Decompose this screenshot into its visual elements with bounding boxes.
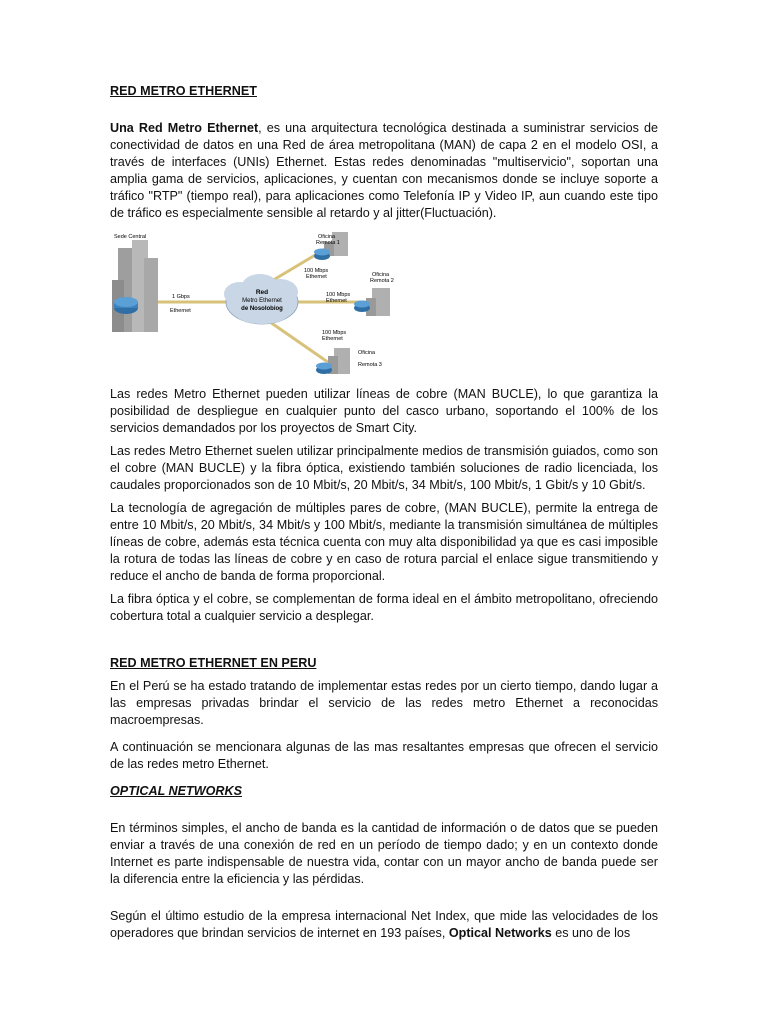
net-index-bold: Optical Networks — [448, 926, 552, 940]
remote3-link-line — [270, 322, 332, 365]
cloud-label-3: de Nosolobiog — [241, 306, 283, 312]
intro-paragraph — [110, 120, 658, 222]
link2-type: Ethernet — [326, 298, 347, 304]
remote1-label-2: Remota 1 — [316, 240, 340, 246]
remote2-router-icon — [354, 301, 370, 313]
cloud-label-1: Red — [255, 289, 269, 296]
link2-speed: 100 Mbps — [326, 292, 351, 298]
remote1-label-1: Oficina — [318, 234, 336, 240]
paragraph-transmission-media: Las redes Metro Ethernet suelen utilizar principalmente medios de transmisión guiados, como son el cobre (MAN BUCLE) y la fibra óptica, existiendo también soluciones de radio licenciada, los caudales proporcionados son de 10 Mbit/s, 20 Mbit/s, 34 Mbit/s, 100 Mbit/s, 1 Gbit/s y 10 Gbit/s. — [110, 444, 658, 492]
intro-bold-lead: Una Red Metro Ethernet — [110, 121, 259, 135]
cloud-label-2: Metro Ethernet — [242, 298, 282, 304]
remote2-label-1: Oficina — [372, 272, 390, 278]
heading-metro-ethernet-peru: RED METRO ETHERNET EN PERU — [110, 656, 317, 670]
paragraph-net-index — [110, 908, 658, 942]
remote2-label-2: Remota 2 — [370, 278, 394, 284]
hq-link-speed: 1 Gbps — [172, 294, 190, 300]
heading-optical-networks: OPTICAL NETWORKS — [110, 784, 243, 798]
hq-router-icon — [114, 297, 138, 314]
remote2-building-icon — [366, 288, 390, 316]
remote3-label-1: Oficina — [358, 350, 376, 356]
hq-label: Sede Central — [114, 234, 147, 240]
link1-type: Ethernet — [306, 274, 327, 280]
network-diagram — [110, 230, 410, 380]
paragraph-copper-aggregation: La tecnología de agregación de múltiples pares de cobre, (MAN BUCLE), permite la entrega de entre 10 Mbit/s, 20 Mbit/s, 34 Mbit/s y 100 Mbit/s, mediante la transmisión simultánea de múltiples líneas de cobre, además esta técnica cuenta con muy alta disponibilidad ya que es casi imposible la rotura de todas las líneas de cobre y en caso de rotura parcial el enlace sigue transmitiendo y reduce el ancho de banda de forma proporcional. — [110, 501, 658, 583]
paragraph-companies: A continuación se mencionara algunas de las mas resaltantes empresas que ofrecen el servicio de las redes metro Ethernet. — [110, 740, 658, 771]
link1-speed: 100 Mbps — [304, 268, 329, 274]
paragraph-peru-intro: En el Perú se ha estado tratando de implementar estas redes por un cierto tiempo, dando lugar a las empresas privadas brindar el servicio de las redes metro Ethernet a reconocidas macroempresas. — [110, 679, 658, 727]
remote3-label-2: Remota 3 — [358, 362, 382, 368]
paragraph-bandwidth: En términos simples, el ancho de banda es la cantidad de información o de datos que se pueden enviar a través de una conexión de red en un período de tiempo dado; y en un contexto donde Internet es parte indispensable de nuestra vida, contar con un mayor ancho de banda puede ser la diferencia entre la eficiencia y las pérdidas. — [110, 821, 658, 886]
net-index-text-end: es uno de los — [551, 926, 631, 940]
hq-link-type: Ethernet — [170, 308, 191, 314]
net-index-text-start: Según el último estudio de la empresa internacional Net Index, que mide las velocidades de los operadores que brindan servicios de internet en 193 países, — [110, 909, 658, 940]
paragraph-copper-lines: Las redes Metro Ethernet pueden utilizar líneas de cobre (MAN BUCLE), lo que garantiza la posibilidad de despliegue en cualquier punto del casco urbano, soportando el 100% de los servicios demandados por los proyectos de Smart City. — [110, 387, 658, 435]
paragraph-fiber-copper: La fibra óptica y el cobre, se complementan de forma ideal en el ámbito metropolitano, ofreciendo cobertura total a cualquier servicio a desplegar. — [110, 592, 658, 623]
hq-building-icon — [112, 240, 158, 332]
intro-text: , es una arquitectura tecnológica destinada a suministrar servicios de conectividad de datos en una Red de área metropolitana (MAN) de capa 2 en el modelo OSI, a través de interfaces (UNIs) Ethernet. Estas redes denominadas "multiservicio", soportan una amplia gama de servicios, aplicaciones, y cuentan con mecanismos donde se incluye soporte a tráfico "RTP" (tiempo real), para aplicaciones como Telefonía IP y Video IP, aun cuando este tipo de tráfico es especialmente sensible al retardo y al jitter(Fluctuación). — [110, 121, 658, 220]
link3-speed: 100 Mbps — [322, 330, 347, 336]
remote1-router-icon — [314, 249, 330, 261]
link3-type: Ethernet — [322, 336, 343, 342]
document-body — [110, 83, 658, 942]
heading-red-metro-ethernet: RED METRO ETHERNET — [110, 84, 257, 98]
remote3-router-icon — [316, 363, 332, 375]
